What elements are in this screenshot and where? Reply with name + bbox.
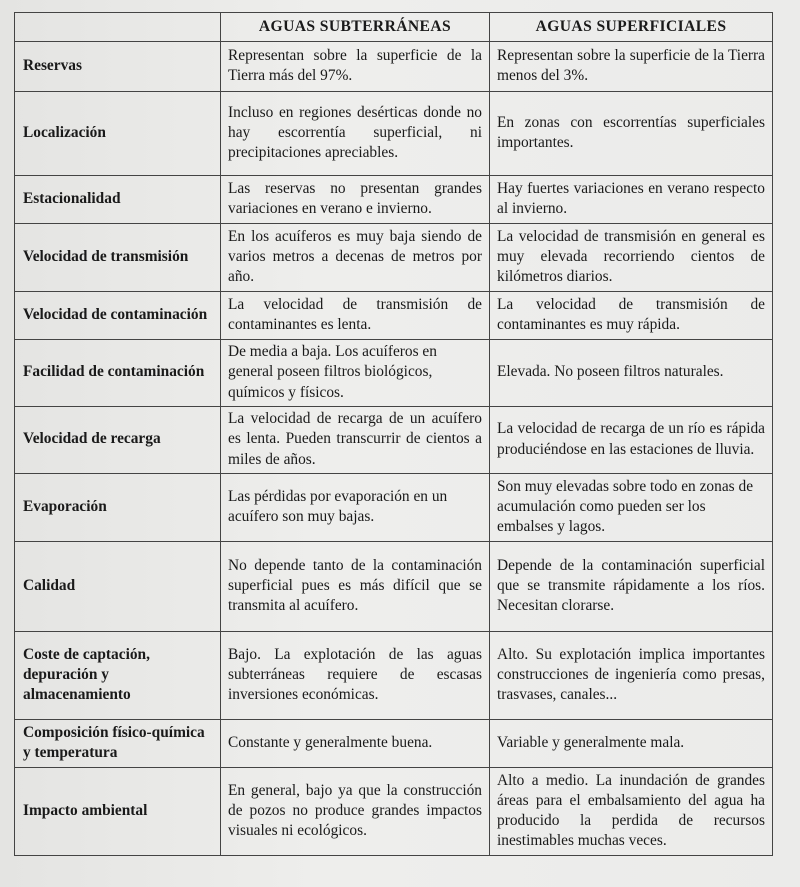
cell-superficiales: Variable y generalmente mala. xyxy=(490,720,773,768)
cell-subterraneas: En general, bajo ya que la construcción de pozos no produce grandes impactos visuales ni ecológicos. xyxy=(221,768,490,856)
cell-superficiales: La velocidad de transmisión de contaminantes es muy rápida. xyxy=(490,292,773,340)
row-label: Velocidad de contaminación xyxy=(15,292,221,340)
header-subterraneas: AGUAS SUBTERRÁNEAS xyxy=(221,13,490,42)
table-row xyxy=(15,720,773,768)
cell-superficiales: La velocidad de transmisión en general es muy elevada recorriendo cientos de kilómetros diarios. xyxy=(490,224,773,292)
table-row xyxy=(15,292,773,340)
table-row xyxy=(15,542,773,632)
row-label: Velocidad de recarga xyxy=(15,407,221,474)
table-row xyxy=(15,42,773,92)
cell-subterraneas: Las reservas no presentan grandes variaciones en verano e invierno. xyxy=(221,176,490,224)
cell-subterraneas: La velocidad de recarga de un acuífero es lenta. Pueden transcurrir de cientos a miles de años. xyxy=(221,407,490,474)
cell-superficiales: Elevada. No poseen filtros naturales. xyxy=(490,340,773,407)
row-label: Localización xyxy=(15,92,221,176)
cell-superficiales: Son muy elevadas sobre todo en zonas de acumulación como pueden ser los embalses y lagos. xyxy=(490,474,773,542)
cell-superficiales: Depende de la contaminación superficial que se transmite rápidamente a los ríos. Necesitan clorarse. xyxy=(490,542,773,632)
cell-superficiales: Representan sobre la superficie de la Tierra menos del 3%. xyxy=(490,42,773,92)
header-row xyxy=(15,13,773,42)
cell-subterraneas: No depende tanto de la contaminación superficial pues es más difícil que se transmita al acuífero. xyxy=(221,542,490,632)
cell-superficiales: Alto. Su explotación implica importantes construcciones de ingeniería como presas, trasvases, canales... xyxy=(490,632,773,720)
cell-subterraneas: Bajo. La explotación de las aguas subterráneas requiere de escasas inversiones económicas. xyxy=(221,632,490,720)
row-label: Composición físico-química y temperatura xyxy=(15,720,221,768)
table-row xyxy=(15,340,773,407)
cell-subterraneas: De media a baja. Los acuíferos en general poseen filtros biológicos, químicos y físicos. xyxy=(221,340,490,407)
header-superficiales: AGUAS SUPERFICIALES xyxy=(490,13,773,42)
header-corner xyxy=(15,13,221,42)
row-label: Evaporación xyxy=(15,474,221,542)
cell-subterraneas: La velocidad de transmisión de contaminantes es lenta. xyxy=(221,292,490,340)
table-row xyxy=(15,176,773,224)
cell-subterraneas: Las pérdidas por evaporación en un acuífero son muy bajas. xyxy=(221,474,490,542)
row-label: Reservas xyxy=(15,42,221,92)
table-row xyxy=(15,768,773,856)
row-label: Velocidad de transmisión xyxy=(15,224,221,292)
cell-subterraneas: Constante y generalmente buena. xyxy=(221,720,490,768)
table-row xyxy=(15,632,773,720)
table-row xyxy=(15,224,773,292)
row-label: Facilidad de contaminación xyxy=(15,340,221,407)
cell-subterraneas: En los acuíferos es muy baja siendo de varios metros a decenas de metros por año. xyxy=(221,224,490,292)
table-row xyxy=(15,407,773,474)
cell-subterraneas: Incluso en regiones desérticas donde no hay escorrentía superficial, ni precipitaciones apreciables. xyxy=(221,92,490,176)
cell-subterraneas: Representan sobre la superficie de la Tierra más del 97%. xyxy=(221,42,490,92)
row-label: Coste de captación, depuración y almacenamiento xyxy=(15,632,221,720)
cell-superficiales: La velocidad de recarga de un río es rápida produciéndose en las estaciones de lluvia. xyxy=(490,407,773,474)
row-label: Impacto ambiental xyxy=(15,768,221,856)
comparison-table xyxy=(14,12,773,856)
table-row xyxy=(15,92,773,176)
row-label: Estacionalidad xyxy=(15,176,221,224)
cell-superficiales: Hay fuertes variaciones en verano respecto al invierno. xyxy=(490,176,773,224)
cell-superficiales: En zonas con escorrentías superficiales importantes. xyxy=(490,92,773,176)
row-label: Calidad xyxy=(15,542,221,632)
cell-superficiales: Alto a medio. La inundación de grandes áreas para el embalsamiento del agua ha producido la perdida de recursos inestimables muchas veces. xyxy=(490,768,773,856)
table-row xyxy=(15,474,773,542)
